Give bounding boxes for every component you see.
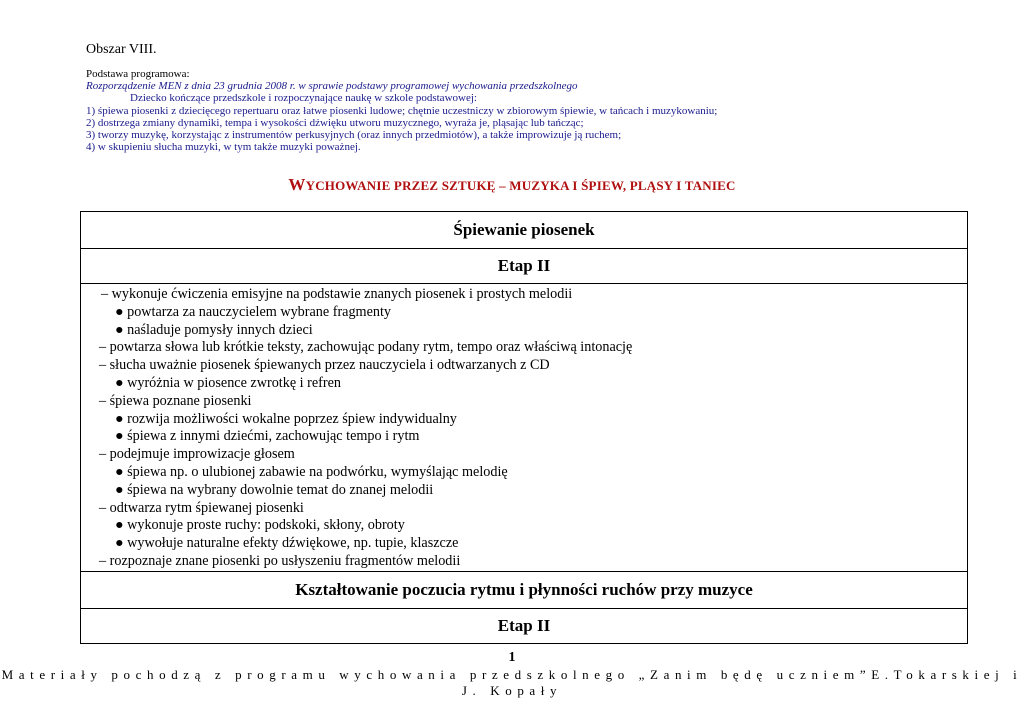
page-footer: Materiały pochodzą z programu wychowania przedszkolnego „Zanim będę uczniem”E.Tokarskiej i J. Kopały [1,667,1023,698]
area-title: Obszar VIII. [86,42,157,57]
list-item: – wykonuje ćwiczenia emisyjne na podstawie znanych piosenek i prostych melodii [101,286,573,302]
page-number: 1 [508,650,516,665]
basis-point: 4) w skupieniu słucha muzyki, w tym także muzyki poważnej. [86,141,361,154]
basis-point: 2) dostrzega zmiany dynamiki, tempa i wysokości dźwięku utworu muzycznego, wyraża je, pląsając lub tańcząc; [86,116,584,129]
section-heading [0,175,1024,195]
basis-point: 1) śpiewa piosenki z dziecięcego repertuaru oraz łatwe piosenki ludowe; chętnie uczestniczy w zbiorowym śpiewie, w tańcach i muzykowaniu; [86,104,718,117]
list-item: ● śpiewa np. o ulubionej zabawie na podwórku, wymyślając melodię [115,463,508,480]
program-basis [86,68,717,153]
basis-label: Podstawa programowa: [86,68,190,80]
list-item: – śpiewa poznane piosenki [99,392,252,409]
list-item: – rozpoznaje znane piosenki po usłyszeniu fragmentów melodii [99,552,461,569]
list-item: ● rozwija możliwości wokalne poprzez śpiew indywidualny [115,410,457,427]
stage-label: Etap II [81,249,968,284]
list-item: ● śpiewa na wybrany dowolnie temat do znanej melodii [115,481,434,498]
section-title-rhythm: Kształtowanie poczucia rytmu i płynności ruchów przy muzyce [81,571,968,608]
list-item: – podejmuje improwizacje głosem [99,446,295,463]
list-item: – powtarza słowa lub krótkie teksty, zachowując podany rytm, tempo oraz właściwą intonację [99,339,633,356]
heading-rest: YCHOWANIE PRZEZ SZTUKĘ – MUZYKA I ŚPIEW, PLĄSY I TANIEC [305,178,736,193]
list-item: ● wyróżnia w piosence zwrotkę i refren [115,374,342,391]
list-item: ● wykonuje proste ruchy: podskoki, skłony, obroty [115,517,405,534]
curriculum-table [80,211,968,644]
list-item: – odtwarza rytm śpiewanej piosenki [99,499,304,516]
regulation-reference: Rozporządzenie MEN z dnia 23 grudnia 2008 r. w sprawie podstawy programowej wychowania przedszkolnego [86,80,578,93]
list-item: ● śpiewa z innymi dziećmi, zachowując tempo i rytm [115,428,420,445]
basis-point: 3) tworzy muzykę, korzystając z instrumentów perkusyjnych (oraz innych przedmiotów), a także improwizuje ją ruchem; [86,129,622,142]
list-item: – słucha uważnie piosenek śpiewanych przez nauczyciela i odtwarzanych z CD [99,357,550,374]
skills-list [81,284,968,572]
stage-label: Etap II [81,608,968,643]
list-item: ● naśladuje pomysły innych dzieci [115,321,313,338]
list-item: ● powtarza za nauczycielem wybrane fragmenty [115,303,392,320]
heading-first-letter: W [288,175,306,194]
list-item: ● wywołuje naturalne efekty dźwiękowe, np. tupie, klaszcze [115,535,459,552]
section-title-singing: Śpiewanie piosenek [81,212,968,249]
basis-intro: Dziecko kończące przedszkole i rozpoczynające naukę w szkole podstawowej: [130,92,477,105]
